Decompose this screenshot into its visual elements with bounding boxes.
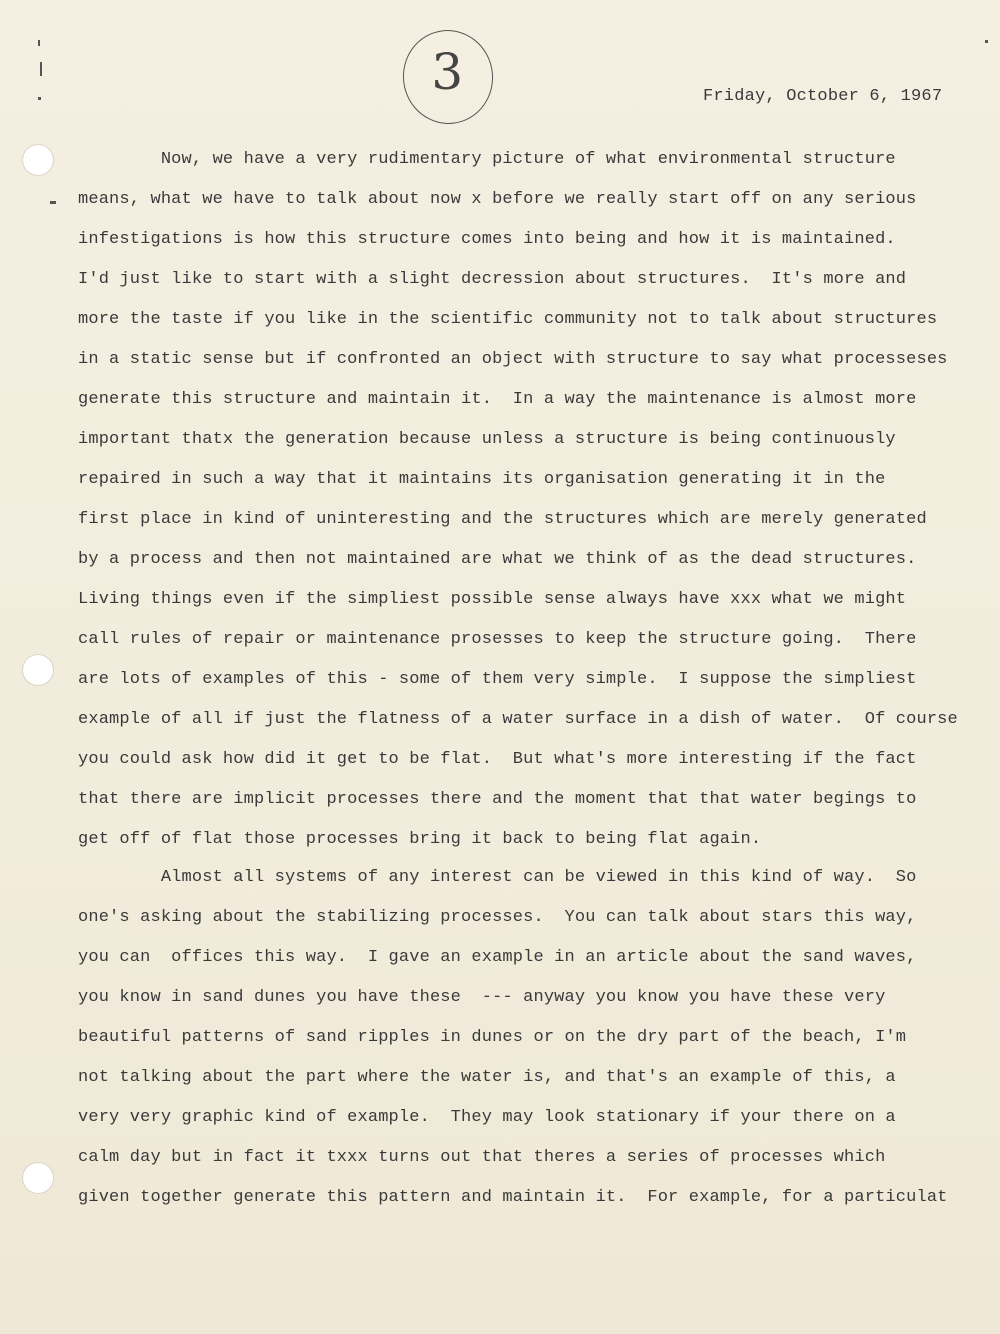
text-line: get off of flat those processes bring it back to being flat again. — [78, 830, 762, 849]
text-line: one's asking about the stabilizing processes. You can talk about stars this way, — [78, 908, 917, 927]
text-line: infestigations is how this structure comes into being and how it is maintained. — [78, 230, 896, 249]
text-line: by a process and then not maintained are what we think of as the dead structures. — [78, 550, 917, 569]
text-line: more the taste if you like in the scientific community not to talk about structures — [78, 310, 938, 329]
text-line: given together generate this pattern and maintain it. For example, for a particulat — [78, 1188, 948, 1207]
text-line: calm day but in fact it txxx turns out that theres a series of processes which — [78, 1148, 886, 1167]
margin-mark — [50, 201, 56, 204]
text-line: beautiful patterns of sand ripples in dunes or on the dry part of the beach, I'm — [78, 1028, 907, 1047]
margin-mark — [38, 40, 40, 46]
text-line: I'd just like to start with a slight decression about structures. It's more and — [78, 270, 907, 289]
page-number-circle — [397, 24, 499, 130]
text-line: call rules of repair or maintenance prosesses to keep the structure going. There — [78, 630, 917, 649]
date: Friday, October 6, 1967 — [703, 87, 943, 106]
margin-mark — [38, 97, 41, 100]
text-line: are lots of examples of this - some of them very simple. I suppose the simpliest — [78, 670, 917, 689]
text-line: means, what we have to talk about now x before we really start off on any serious — [78, 190, 917, 209]
text-line: Now, we have a very rudimentary picture of what environmental structure — [78, 150, 896, 169]
text-line: you could ask how did it get to be flat. But what's more interesting if the fact — [78, 750, 917, 769]
text-line: you can offices this way. I gave an example in an article about the sand waves, — [78, 948, 917, 967]
text-line: repaired in such a way that it maintains its organisation generating it in the — [78, 470, 886, 489]
margin-mark — [40, 62, 42, 76]
text-line: example of all if just the flatness of a water surface in a dish of water. Of course — [78, 710, 958, 729]
text-line: that there are implicit processes there and the moment that that water begings to — [78, 790, 917, 809]
punch-hole — [22, 144, 54, 176]
text-line: very very graphic kind of example. They may look stationary if your there on a — [78, 1108, 896, 1127]
text-line: in a static sense but if confronted an object with structure to say what processeses — [78, 350, 948, 369]
text-line: you know in sand dunes you have these --- anyway you know you have these very — [78, 988, 886, 1007]
text-line: Living things even if the simpliest possible sense always have xxx what we might — [78, 590, 907, 609]
text-line: first place in kind of uninteresting and the structures which are merely generated — [78, 510, 927, 529]
punch-hole — [22, 1162, 54, 1194]
text-line: important thatx the generation because unless a structure is being continuously — [78, 430, 896, 449]
text-line: Almost all systems of any interest can be viewed in this kind of way. So — [78, 868, 917, 887]
text-line: generate this structure and maintain it. In a way the maintenance is almost more — [78, 390, 917, 409]
text-line: not talking about the part where the water is, and that's an example of this, a — [78, 1068, 896, 1087]
margin-mark — [985, 40, 988, 43]
page-number: 3 — [431, 43, 464, 102]
punch-hole — [22, 654, 54, 686]
